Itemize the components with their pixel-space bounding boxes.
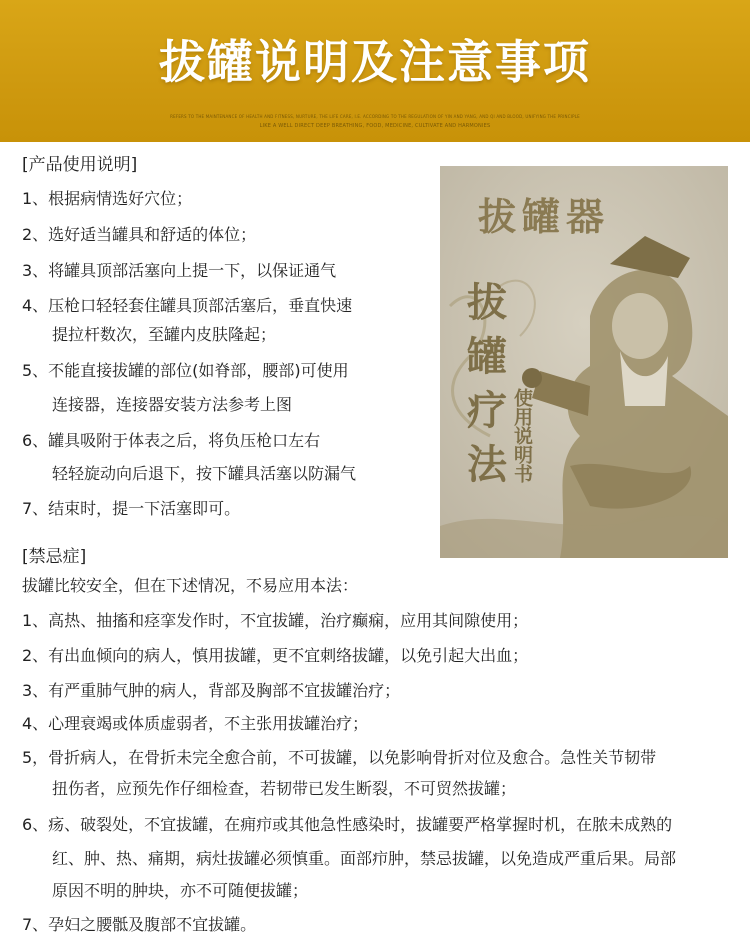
- taboo-line: 5，骨折病人，在骨折未完全愈合前，不可拔罐，以免影响骨折对位及愈合。急性关节韧带: [22, 748, 657, 767]
- page-title: 拔罐说明及注意事项: [159, 35, 591, 89]
- booklet-title-char: 拔: [467, 279, 507, 326]
- taboo-line: 4、心理衰竭或体质虚弱者，不主张用拔罐治疗；: [22, 714, 369, 733]
- usage-line: 6、罐具吸附于体表之后，将负压枪口左右: [22, 431, 321, 450]
- product-name: 拔罐器: [477, 194, 610, 239]
- taboo-line: 1、高热、抽搐和痉挛发作时，不宜拔罐，治疗癫痫，应用其间隙使用；: [22, 611, 529, 630]
- usage-line: 7、结束时，提一下活塞即可。: [22, 499, 241, 518]
- booklet-title: [462, 276, 512, 492]
- product-photo: [440, 166, 728, 558]
- taboo-line: 扭伤者，应预先作仔细检查，若韧带已发生断裂，不可贸然拔罐；: [52, 779, 517, 798]
- booklet-title-char: 法: [467, 441, 507, 488]
- taboo-line: 原因不明的肿块，亦不可随便拔罐；: [52, 881, 309, 900]
- usage-line: 轻轻旋动向后退下，按下罐具活塞以防漏气: [52, 464, 357, 483]
- usage-line: 1、根据病情选好穴位；: [22, 189, 193, 208]
- usage-line: 5、不能直接拔罐的部位(如脊部，腰部)可使用: [22, 361, 349, 380]
- header-banner: [0, 0, 750, 142]
- usage-line: 连接器，连接器安装方法参考上图: [52, 395, 293, 414]
- booklet-subtitle: 使用说明书: [511, 388, 533, 483]
- booklet-title-char: 疗: [467, 387, 507, 434]
- usage-heading: [产品使用说明]: [22, 155, 138, 175]
- booklet-title-char: 罐: [467, 333, 507, 380]
- usage-line: 2、选好适当罐具和舒适的体位；: [22, 225, 257, 244]
- taboo-line: 红、肿、热、痛期，病灶拔罐必须慎重。面部疖肿，禁忌拔罐，以免造成严重后果。局部: [52, 849, 677, 868]
- taboo-line: 3、有严重肺气肿的病人，背部及胸部不宜拔罐治疗；: [22, 681, 401, 700]
- taboo-line: 6、疡、破裂处，不宜拔罐，在痈疖或其他急性感染时，拔罐要严格掌握时机，在脓未成熟的: [22, 815, 673, 834]
- usage-line: 4、压枪口轻轻套住罐具顶部活塞后，垂直快速: [22, 296, 353, 315]
- banner-subtitle-line-1: REFERS TO THE MAINTENANCE OF HEALTH AND FITNESS, NURTURE, THE LIFE CARE, I.E. ACCORDING TO THE REGULATION OF YIN AND YANG, AND QI AND BLOOD, UNIFYING THE PRINCIPLE: [170, 114, 580, 119]
- banner-subtitle-line-2: LIKE A WELL DIRECT DEEP BREATHING, FOOD, MEDICINE, CULTIVATE AND HARMONIES: [259, 123, 491, 129]
- usage-line: 3、将罐具顶部活塞向上提一下，以保证通气: [22, 261, 337, 280]
- taboo-line: 拔罐比较安全，但在下述情况，不易应用本法：: [22, 576, 359, 595]
- taboo-heading: [禁忌症]: [22, 547, 87, 567]
- taboo-line: 2、有出血倾向的病人，慎用拔罐，更不宜刺络拔罐，以免引起大出血；: [22, 646, 529, 665]
- usage-line: 提拉杆数次，至罐内皮肤隆起；: [52, 325, 277, 344]
- taboo-line: 7、孕妇之腰骶及腹部不宜拔罐。: [22, 915, 257, 934]
